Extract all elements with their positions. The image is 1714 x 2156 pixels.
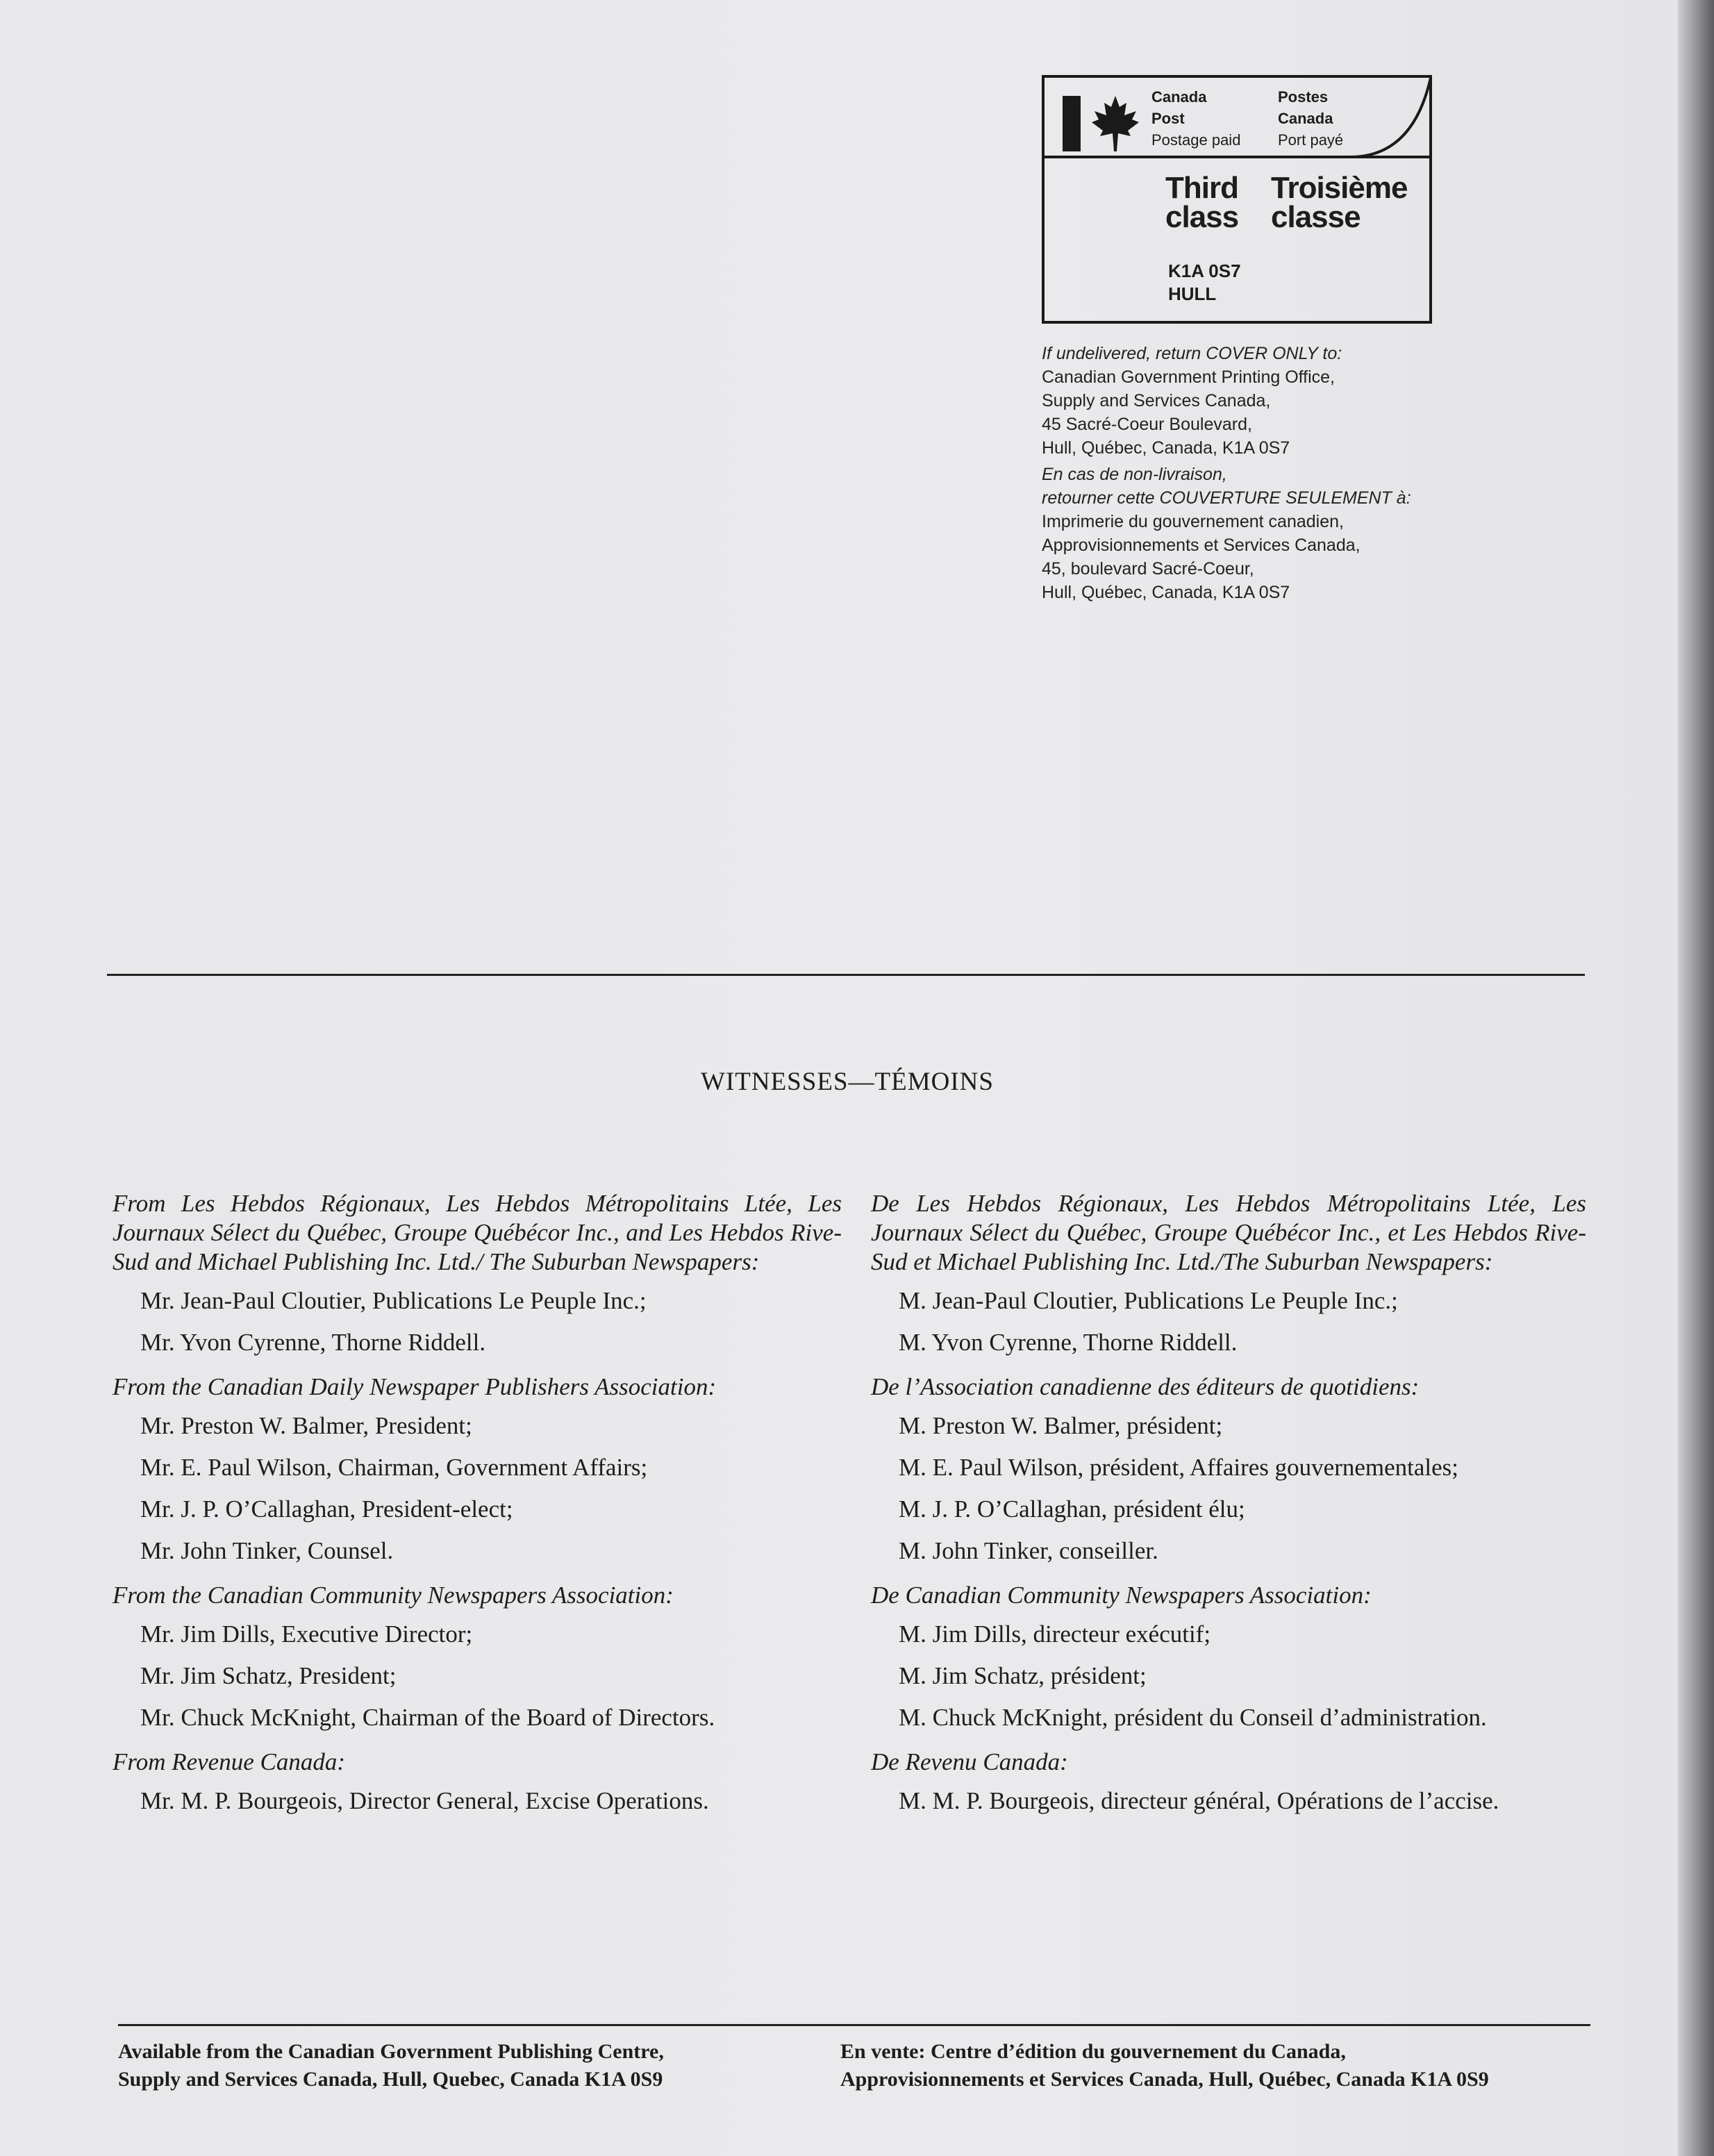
witness-organization: De l’Association canadienne des éditeurs de quotidiens: xyxy=(871,1373,1420,1400)
postal-city: HULL xyxy=(1168,283,1217,304)
indicia-en-line2: Post xyxy=(1151,110,1185,127)
witness-person: M. Jim Dills, directeur exécutif; xyxy=(899,1620,1211,1648)
witness-person: Mr. Jean-Paul Cloutier, Publications Le Peuple Inc.; xyxy=(140,1287,647,1314)
return-en-line: Hull, Québec, Canada, K1A 0S7 xyxy=(1042,438,1290,458)
maple-leaf-icon xyxy=(1090,94,1140,153)
witnesses-french-column xyxy=(871,1189,1586,1831)
indicia-en-line1: Canada xyxy=(1151,88,1207,106)
indicia-fr-line2: Canada xyxy=(1278,110,1333,127)
return-fr-line: Approvisionnements et Services Canada, xyxy=(1042,536,1361,555)
divider-top xyxy=(107,974,1585,976)
witness-group xyxy=(113,1748,842,1816)
witness-person: Mr. Preston W. Balmer, President; xyxy=(140,1412,472,1439)
witness-person: Mr. Jim Dills, Executive Director; xyxy=(140,1620,473,1648)
return-en-line: Supply and Services Canada, xyxy=(1042,391,1271,411)
class-fr-1: Troisième xyxy=(1271,171,1408,205)
witness-person: M. Jean-Paul Cloutier, Publications Le Peuple Inc.; xyxy=(899,1287,1398,1314)
witness-person: M. Jim Schatz, président; xyxy=(899,1662,1147,1689)
witness-person: M. Yvon Cyrenne, Thorne Riddell. xyxy=(899,1329,1238,1356)
witness-person: Mr. M. P. Bourgeois, Director General, Excise Operations. xyxy=(140,1787,709,1814)
witness-group xyxy=(871,1748,1586,1816)
class-en-2: class xyxy=(1165,200,1239,234)
return-fr-intro-1: En cas de non-livraison, xyxy=(1042,465,1227,484)
witness-person: Mr. E. Paul Wilson, Chairman, Government Affairs; xyxy=(140,1454,648,1481)
indicia-fr-line1: Postes xyxy=(1278,88,1329,106)
witness-person: M. Preston W. Balmer, président; xyxy=(899,1412,1223,1439)
footer-fr-line2: Approvisionnements et Services Canada, Hull, Québec, Canada K1A 0S9 xyxy=(840,2068,1489,2091)
witnesses-heading: WITNESSES—TÉMOINS xyxy=(701,1068,994,1096)
witness-person: M. Chuck McKnight, président du Conseil d’administration. xyxy=(899,1704,1487,1731)
postal-code: K1A 0S7 xyxy=(1168,260,1241,281)
witness-organization: From the Canadian Community Newspapers Association: xyxy=(113,1582,674,1609)
return-fr-intro-2: retourner cette COUVERTURE SEULEMENT à: xyxy=(1042,488,1411,508)
footer-en-line1: Available from the Canadian Government Publishing Centre, xyxy=(118,2040,664,2063)
witness-group xyxy=(871,1373,1586,1566)
witness-group xyxy=(871,1189,1586,1357)
witness-group xyxy=(871,1581,1586,1732)
footer-english xyxy=(118,2038,664,2093)
witness-organization: From the Canadian Daily Newspaper Publishers Association: xyxy=(113,1373,717,1400)
class-english xyxy=(1165,171,1239,234)
witness-person: Mr. Chuck McKnight, Chairman of the Board of Directors. xyxy=(140,1704,715,1731)
witness-person: M. John Tinker, conseiller. xyxy=(899,1537,1158,1564)
indicia-english xyxy=(1151,86,1240,151)
witness-person: Mr. Jim Schatz, President; xyxy=(140,1662,397,1689)
class-french xyxy=(1271,171,1408,234)
witness-person: M. E. Paul Wilson, président, Affaires gouvernementales; xyxy=(899,1454,1459,1481)
return-fr-line: 45, boulevard Sacré-Coeur, xyxy=(1042,559,1254,579)
indicia-en-line3: Postage paid xyxy=(1151,131,1241,149)
return-en-intro: If undelivered, return COVER ONLY to: xyxy=(1042,344,1342,363)
footer-en-line2: Supply and Services Canada, Hull, Quebec, Canada K1A 0S9 xyxy=(118,2068,663,2091)
witness-person: M. J. P. O’Callaghan, président élu; xyxy=(899,1495,1245,1523)
indicia-fr-line3: Port payé xyxy=(1278,131,1344,149)
witness-person: M. M. P. Bourgeois, directeur général, Opérations de l’accise. xyxy=(899,1787,1499,1814)
witness-organization: De Les Hebdos Régionaux, Les Hebdos Métropolitains Ltée, Les Journaux Sélect du Québec, Groupe Québécor Inc., et Les Hebdos Rive-Sud et Michael Publishing Inc. Ltd./The Suburban Newspapers: xyxy=(871,1190,1586,1275)
indicia-postal xyxy=(1168,260,1241,306)
witness-group xyxy=(113,1581,842,1732)
postage-indicia xyxy=(1042,75,1432,324)
witness-organization: De Revenu Canada: xyxy=(871,1748,1068,1775)
return-fr-line: Imprimerie du gouvernement canadien, xyxy=(1042,512,1344,531)
witness-person: Mr. John Tinker, Counsel. xyxy=(140,1537,394,1564)
footer-french xyxy=(840,2038,1489,2093)
class-fr-2: classe xyxy=(1271,200,1361,234)
flag-bar xyxy=(1063,96,1081,151)
return-en-line: 45 Sacré-Coeur Boulevard, xyxy=(1042,415,1252,434)
witness-organization: From Les Hebdos Régionaux, Les Hebdos Métropolitains Ltée, Les Journaux Sélect du Québec, Groupe Québécor Inc., and Les Hebdos Rive-Sud and Michael Publishing Inc. Ltd./ The Suburban Newspapers: xyxy=(113,1190,842,1275)
return-en-line: Canadian Government Printing Office, xyxy=(1042,367,1335,387)
return-address xyxy=(1042,342,1411,604)
binding-edge xyxy=(1678,0,1714,2156)
witness-person: Mr. Yvon Cyrenne, Thorne Riddell. xyxy=(140,1329,486,1356)
footer-fr-line1: En vente: Centre d’édition du gouvernement du Canada, xyxy=(840,2040,1346,2063)
witness-organization: De Canadian Community Newspapers Association: xyxy=(871,1582,1372,1609)
witness-person: Mr. J. P. O’Callaghan, President-elect; xyxy=(140,1495,513,1523)
indicia-header xyxy=(1045,78,1429,158)
divider-bottom xyxy=(118,2024,1590,2026)
witness-group xyxy=(113,1373,842,1566)
witness-group xyxy=(113,1189,842,1357)
witness-organization: From Revenue Canada: xyxy=(113,1748,345,1775)
witnesses-english-column xyxy=(113,1189,842,1831)
indicia-curve xyxy=(1308,75,1433,158)
return-fr-line: Hull, Québec, Canada, K1A 0S7 xyxy=(1042,583,1290,602)
class-en-1: Third xyxy=(1165,171,1238,205)
